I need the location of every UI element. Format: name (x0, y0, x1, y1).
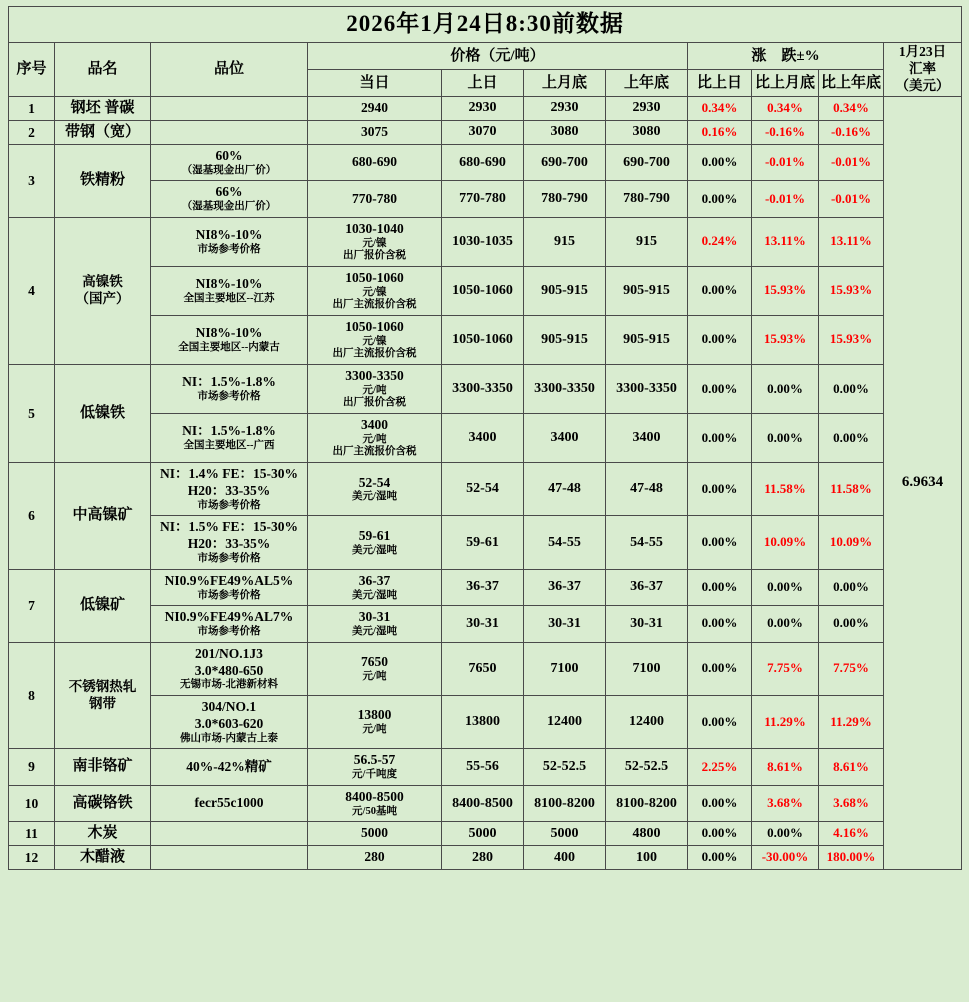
table-row (9, 266, 962, 315)
change-vs-prev-month: 0.00% (752, 569, 819, 605)
price-prev-year-end: 54-55 (606, 516, 688, 569)
change-vs-prev-day: 0.34% (688, 97, 752, 121)
price-prev-month-end: 7100 (524, 642, 606, 695)
price-today-value: 36-37 (358, 572, 391, 588)
price-prev-day: 1050-1060 (442, 315, 524, 364)
price-prev-year-end: 690-700 (606, 144, 688, 180)
price-today-value: 56.5-57 (353, 752, 396, 768)
price-today (308, 315, 442, 364)
price-prev-year-end: 36-37 (606, 569, 688, 605)
price-prev-year-end: 4800 (606, 822, 688, 846)
change-vs-prev-day: 0.24% (688, 217, 752, 266)
header-vs-prev-year: 比上年底 (819, 70, 884, 97)
grade-cell (151, 846, 308, 870)
grade-main: NI：1.5%-1.8% (182, 423, 276, 439)
table-row (9, 785, 962, 821)
header-prev-month-end: 上月底 (524, 70, 606, 97)
header-prev-day: 上日 (442, 70, 524, 97)
grade-sub: 市场参考价格 (197, 626, 261, 638)
price-prev-year-end: 7100 (606, 642, 688, 695)
price-today (308, 696, 442, 749)
price-prev-year-end: 3080 (606, 120, 688, 144)
price-today-value: 770-780 (352, 190, 397, 206)
grade-cell (151, 266, 308, 315)
change-vs-prev-day: 0.00% (688, 414, 752, 463)
price-today-value: 680-690 (352, 154, 397, 170)
change-vs-prev-month: 13.11% (752, 217, 819, 266)
grade-sub: 市场参考价格 (197, 243, 261, 255)
price-prev-month-end: 905-915 (524, 315, 606, 364)
change-vs-prev-day: 0.00% (688, 642, 752, 695)
price-today-value: 13800 (357, 707, 392, 723)
table-row (9, 516, 962, 569)
change-vs-prev-day: 0.00% (688, 144, 752, 180)
price-prev-day: 1030-1035 (442, 217, 524, 266)
grade-line1: 304/NO.1 (201, 699, 257, 715)
price-table (8, 6, 962, 870)
price-today-note: 出厂主流报价含税 (332, 348, 417, 360)
grade-cell (151, 696, 308, 749)
header-product-name: 品名 (55, 43, 151, 97)
table-row (9, 181, 962, 217)
grade-cell (151, 569, 308, 605)
change-vs-prev-month: 0.00% (752, 606, 819, 642)
grade-cell (151, 463, 308, 516)
price-today (308, 642, 442, 695)
price-today-unit: 元/50基吨 (352, 805, 397, 817)
price-today-unit: 元/吨 (362, 433, 387, 445)
header-grade: 品位 (151, 43, 308, 97)
change-vs-prev-month: -30.00% (752, 846, 819, 870)
table-row (9, 696, 962, 749)
grade-line2: H20：33-35% (187, 536, 271, 552)
change-vs-prev-day: 0.00% (688, 822, 752, 846)
table-row (9, 569, 962, 605)
price-today-unit: 元/吨 (362, 671, 387, 682)
grade-main: NI0.9%FE49%AL7% (164, 609, 294, 625)
price-prev-year-end: 47-48 (606, 463, 688, 516)
page-title: 2026年1月24日8:30前数据 (9, 7, 962, 43)
row-index: 11 (9, 822, 55, 846)
row-index: 6 (9, 463, 55, 570)
price-prev-year-end: 3400 (606, 414, 688, 463)
price-today-value: 3075 (361, 123, 388, 139)
change-vs-prev-day: 0.00% (688, 181, 752, 217)
change-vs-prev-day: 0.00% (688, 606, 752, 642)
row-index: 10 (9, 785, 55, 821)
grade-sub: 市场参考价格 (197, 553, 261, 565)
price-prev-day: 1050-1060 (442, 266, 524, 315)
grade-line1: NI：1.4% FE：15-30% (160, 466, 298, 482)
grade-cell (151, 120, 308, 144)
price-today-note: 出厂报价含税 (343, 397, 406, 409)
table-row (9, 144, 962, 180)
price-today (308, 516, 442, 569)
grade-cell (151, 642, 308, 695)
change-vs-prev-month: 15.93% (752, 266, 819, 315)
price-prev-year-end: 8100-8200 (606, 785, 688, 821)
change-vs-prev-year: 10.09% (819, 516, 884, 569)
price-prev-day: 2930 (442, 97, 524, 121)
change-vs-prev-month: 11.58% (752, 463, 819, 516)
table-row (9, 414, 962, 463)
product-name-line1: 不锈钢热轧 (68, 678, 137, 694)
change-vs-prev-month: 7.75% (752, 642, 819, 695)
change-vs-prev-year: 15.93% (819, 315, 884, 364)
header-price-group: 价格（元/吨） (308, 43, 688, 70)
table-row (9, 749, 962, 785)
price-prev-month-end: 690-700 (524, 144, 606, 180)
change-vs-prev-day: 0.00% (688, 463, 752, 516)
price-prev-year-end: 52-52.5 (606, 749, 688, 785)
row-index: 1 (9, 97, 55, 121)
header-prev-year-end: 上年底 (606, 70, 688, 97)
change-vs-prev-year: 0.34% (819, 97, 884, 121)
product-name (55, 217, 151, 364)
change-vs-prev-year: 11.29% (819, 696, 884, 749)
change-vs-prev-year: 180.00% (819, 846, 884, 870)
product-name-line2: （国产） (75, 290, 130, 306)
table-row (9, 846, 962, 870)
price-today-unit: 美元/湿吨 (352, 589, 397, 601)
grade-line1: 201/NO.1J3 (195, 645, 263, 661)
product-name: 木炭 (55, 822, 151, 846)
grade-main: NI：1.5%-1.8% (182, 374, 276, 390)
row-index: 3 (9, 144, 55, 217)
change-vs-prev-day: 0.00% (688, 696, 752, 749)
change-vs-prev-month: 0.34% (752, 97, 819, 121)
product-name (55, 642, 151, 749)
price-prev-month-end: 3080 (524, 120, 606, 144)
change-vs-prev-month: 0.00% (752, 414, 819, 463)
grade-line2: H20：33-35% (187, 482, 271, 498)
grade-sub: 市场参考价格 (197, 391, 261, 403)
price-today-value: 7650 (361, 654, 388, 670)
change-vs-prev-month: 0.00% (752, 822, 819, 846)
change-vs-prev-year: 3.68% (819, 785, 884, 821)
price-today-unit: 元/千吨度 (352, 769, 397, 781)
row-index: 4 (9, 217, 55, 364)
price-prev-day: 13800 (442, 696, 524, 749)
change-vs-prev-year: 15.93% (819, 266, 884, 315)
change-vs-prev-year: -0.16% (819, 120, 884, 144)
price-today-note: 出厂主流报价含税 (332, 299, 417, 311)
price-today-unit: 美元/湿吨 (352, 491, 397, 503)
price-prev-year-end: 905-915 (606, 315, 688, 364)
grade-cell (151, 606, 308, 642)
change-vs-prev-year: 0.00% (819, 364, 884, 413)
price-prev-month-end: 5000 (524, 822, 606, 846)
header-index: 序号 (9, 43, 55, 97)
grade-main: NI0.9%FE49%AL5% (164, 572, 294, 588)
change-vs-prev-month: 11.29% (752, 696, 819, 749)
price-prev-month-end: 8100-8200 (524, 785, 606, 821)
price-today (308, 822, 442, 846)
grade-main: 40%-42%精矿 (186, 758, 272, 774)
header-rate-line3: （美元） (895, 78, 950, 94)
price-prev-month-end: 400 (524, 846, 606, 870)
grade-main: NI8%-10% (195, 276, 263, 292)
price-today (308, 749, 442, 785)
change-vs-prev-day: 0.00% (688, 785, 752, 821)
price-prev-month-end: 3300-3350 (524, 364, 606, 413)
grade-sub: 全国主要地区--广西 (183, 440, 275, 452)
row-index: 5 (9, 364, 55, 462)
change-vs-prev-month: -0.01% (752, 144, 819, 180)
product-name: 南非铬矿 (55, 749, 151, 785)
change-vs-prev-month: -0.01% (752, 181, 819, 217)
change-vs-prev-day: 0.00% (688, 315, 752, 364)
grade-cell (151, 144, 308, 180)
price-prev-day: 3070 (442, 120, 524, 144)
price-prev-year-end: 915 (606, 217, 688, 266)
change-vs-prev-month: 8.61% (752, 749, 819, 785)
price-today-unit: 元/吨 (362, 384, 387, 396)
product-name: 铁精粉 (55, 144, 151, 217)
price-today (308, 364, 442, 413)
price-prev-day: 280 (442, 846, 524, 870)
table-row (9, 120, 962, 144)
price-prev-year-end: 905-915 (606, 266, 688, 315)
price-today-unit: 元/吨 (362, 724, 387, 736)
price-today-value: 1050-1060 (345, 318, 404, 334)
price-today-value: 5000 (361, 825, 388, 841)
grade-main: 66% (215, 184, 243, 200)
change-vs-prev-year: -0.01% (819, 144, 884, 180)
table-row (9, 463, 962, 516)
grade-line2: 3.0*480-650 (194, 662, 264, 678)
price-today-unit: 美元/湿吨 (352, 626, 397, 638)
title-row (9, 7, 962, 43)
grade-main: NI8%-10% (195, 325, 263, 341)
price-today-unit: 元/镍 (362, 237, 387, 249)
price-prev-month-end: 47-48 (524, 463, 606, 516)
grade-sub: 市场参考价格 (197, 499, 261, 511)
price-today (308, 217, 442, 266)
table-row (9, 822, 962, 846)
row-index: 9 (9, 749, 55, 785)
header-rate-line2: 汇率 (909, 61, 937, 77)
change-vs-prev-month: 0.00% (752, 364, 819, 413)
price-prev-month-end: 915 (524, 217, 606, 266)
grade-sub: 全国主要地区--内蒙古 (178, 342, 280, 354)
change-vs-prev-year: 4.16% (819, 822, 884, 846)
change-vs-prev-year: 0.00% (819, 414, 884, 463)
product-name-line1: 高镍铁 (82, 273, 123, 289)
price-prev-day: 36-37 (442, 569, 524, 605)
table-row (9, 217, 962, 266)
price-today-value: 8400-8500 (345, 788, 404, 804)
product-name: 木醋液 (55, 846, 151, 870)
change-vs-prev-year: 0.00% (819, 569, 884, 605)
price-prev-day: 3400 (442, 414, 524, 463)
price-today-value: 1030-1040 (345, 220, 404, 236)
product-name: 钢坯 普碳 (55, 97, 151, 121)
grade-sub: （湿基现金出厂价） (181, 201, 277, 213)
price-today-unit: 美元/湿吨 (352, 544, 397, 556)
header-today: 当日 (308, 70, 442, 97)
price-prev-year-end: 30-31 (606, 606, 688, 642)
price-prev-day: 59-61 (442, 516, 524, 569)
product-name: 低镍矿 (55, 569, 151, 642)
exchange-rate-value: 6.9634 (884, 97, 962, 870)
grade-sub: 佛山市场-内蒙古上泰 (180, 732, 278, 744)
change-vs-prev-day: 0.00% (688, 846, 752, 870)
change-vs-prev-year: 0.00% (819, 606, 884, 642)
grade-line1: NI：1.5% FE：15-30% (160, 519, 298, 535)
table-row (9, 315, 962, 364)
price-today-value: 2940 (361, 100, 388, 116)
grade-sub: 无锡市场-北港新材料 (180, 679, 278, 691)
table-row (9, 364, 962, 413)
price-prev-year-end: 3300-3350 (606, 364, 688, 413)
grade-cell (151, 364, 308, 413)
change-vs-prev-day: 0.00% (688, 364, 752, 413)
price-today (308, 414, 442, 463)
price-prev-year-end: 2930 (606, 97, 688, 121)
price-today (308, 97, 442, 121)
price-today-note: 出厂主流报价含税 (332, 446, 417, 458)
price-prev-month-end: 52-52.5 (524, 749, 606, 785)
price-today-value: 280 (364, 849, 385, 865)
header-exchange-rate (884, 43, 962, 97)
price-today-unit: 元/镍 (362, 286, 387, 298)
change-vs-prev-year: 7.75% (819, 642, 884, 695)
grade-cell (151, 785, 308, 821)
table-row (9, 97, 962, 121)
table-row (9, 642, 962, 695)
price-prev-month-end: 30-31 (524, 606, 606, 642)
grade-sub: （湿基现金出厂价） (181, 164, 277, 176)
product-name: 带钢（宽） (55, 120, 151, 144)
grade-cell (151, 516, 308, 569)
row-index: 2 (9, 120, 55, 144)
price-today (308, 785, 442, 821)
change-vs-prev-day: 2.25% (688, 749, 752, 785)
price-today-value: 3400 (361, 417, 388, 432)
product-name: 高碳铬铁 (55, 785, 151, 821)
price-prev-month-end: 905-915 (524, 266, 606, 315)
price-prev-day: 770-780 (442, 181, 524, 217)
price-today (308, 181, 442, 217)
price-prev-day: 5000 (442, 822, 524, 846)
grade-cell (151, 315, 308, 364)
change-vs-prev-day: 0.16% (688, 120, 752, 144)
grade-cell (151, 414, 308, 463)
product-name-line2: 钢带 (89, 695, 116, 711)
price-prev-day: 55-56 (442, 749, 524, 785)
grade-main: 60% (215, 147, 243, 163)
change-vs-prev-day: 0.00% (688, 516, 752, 569)
grade-sub: 全国主要地区--江苏 (183, 292, 275, 304)
header-change-group: 涨 跌±% (688, 43, 884, 70)
price-today-note: 出厂报价含税 (343, 250, 406, 262)
price-today (308, 463, 442, 516)
price-today (308, 846, 442, 870)
price-today (308, 144, 442, 180)
change-vs-prev-month: 3.68% (752, 785, 819, 821)
grade-cell (151, 217, 308, 266)
row-index: 12 (9, 846, 55, 870)
change-vs-prev-day: 0.00% (688, 569, 752, 605)
grade-sub: 市场参考价格 (197, 589, 261, 601)
price-prev-month-end: 12400 (524, 696, 606, 749)
change-vs-prev-year: 11.58% (819, 463, 884, 516)
header-vs-prev-day: 比上日 (688, 70, 752, 97)
grade-cell (151, 181, 308, 217)
table-row (9, 606, 962, 642)
price-prev-day: 680-690 (442, 144, 524, 180)
price-prev-month-end: 54-55 (524, 516, 606, 569)
row-index: 7 (9, 569, 55, 642)
price-prev-day: 7650 (442, 642, 524, 695)
price-prev-year-end: 12400 (606, 696, 688, 749)
change-vs-prev-day: 0.00% (688, 266, 752, 315)
price-prev-year-end: 780-790 (606, 181, 688, 217)
price-prev-day: 52-54 (442, 463, 524, 516)
change-vs-prev-month: 15.93% (752, 315, 819, 364)
change-vs-prev-year: -0.01% (819, 181, 884, 217)
row-index: 8 (9, 642, 55, 749)
grade-cell (151, 97, 308, 121)
price-today-value: 1050-1060 (345, 269, 404, 285)
product-name: 中高镍矿 (55, 463, 151, 570)
header-vs-prev-month: 比上月底 (752, 70, 819, 97)
product-name: 低镍铁 (55, 364, 151, 462)
price-prev-month-end: 2930 (524, 97, 606, 121)
price-prev-day: 3300-3350 (442, 364, 524, 413)
header-row-1 (9, 43, 962, 70)
price-today (308, 266, 442, 315)
change-vs-prev-year: 8.61% (819, 749, 884, 785)
header-rate-line1: 1月23日 (898, 44, 947, 60)
price-prev-month-end: 36-37 (524, 569, 606, 605)
change-vs-prev-year: 13.11% (819, 217, 884, 266)
price-today (308, 606, 442, 642)
grade-main: fecr55c1000 (194, 795, 264, 811)
price-prev-month-end: 3400 (524, 414, 606, 463)
price-today-value: 52-54 (358, 474, 391, 490)
price-today-value: 59-61 (358, 527, 391, 543)
price-prev-day: 8400-8500 (442, 785, 524, 821)
price-prev-month-end: 780-790 (524, 181, 606, 217)
price-today (308, 120, 442, 144)
grade-line2: 3.0*603-620 (194, 715, 264, 731)
change-vs-prev-month: 10.09% (752, 516, 819, 569)
price-today-value: 30-31 (358, 609, 391, 625)
change-vs-prev-month: -0.16% (752, 120, 819, 144)
price-prev-year-end: 100 (606, 846, 688, 870)
grade-cell (151, 822, 308, 846)
grade-cell (151, 749, 308, 785)
price-today (308, 569, 442, 605)
grade-main: NI8%-10% (195, 227, 263, 243)
price-today-value: 3300-3350 (345, 367, 404, 383)
price-prev-day: 30-31 (442, 606, 524, 642)
price-today-unit: 元/镍 (362, 335, 387, 347)
